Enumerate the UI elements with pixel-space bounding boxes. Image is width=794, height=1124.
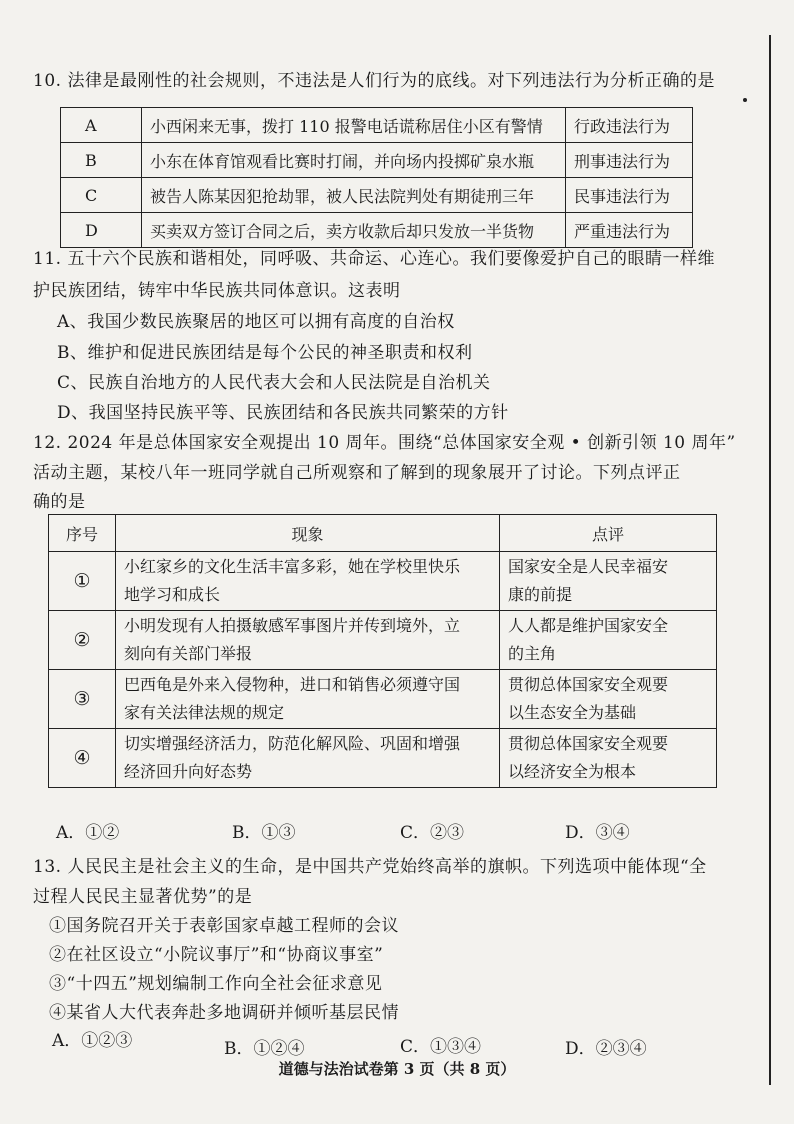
phenomenon-line: 巴西龟是外来入侵物种，进口和销售必须遵守国 <box>124 675 461 694</box>
q12-stem-line2: 活动主题，某校八年一班同学就自己所观察和了解到的现象展开了讨论。下列点评正 <box>33 463 681 483</box>
q12-choice-c: C．②③ <box>400 823 465 843</box>
header-num: 序号 <box>49 515 116 552</box>
comment-line: 以经济安全为根本 <box>508 762 637 781</box>
q13-item-2: ②在社区设立“小院议事厅”和“协商议事室” <box>49 945 384 965</box>
q11-option-a: A、我国少数民族聚居的地区可以拥有高度的自治权 <box>57 312 455 332</box>
header-comment: 点评 <box>500 515 717 552</box>
row-label: C <box>61 178 142 213</box>
page-edge-line <box>769 35 771 1085</box>
phenomenon-cell <box>116 611 500 670</box>
comment-line: 以生态安全为基础 <box>508 703 637 722</box>
violation-type: 严重违法行为 <box>566 213 693 248</box>
table-row <box>61 213 693 248</box>
q12-table <box>48 514 717 788</box>
phenomenon-cell <box>116 552 500 611</box>
row-num: ④ <box>49 729 116 788</box>
phenomenon-line: 小红家乡的文化生活丰富多彩，她在学校里快乐 <box>124 557 461 576</box>
speck <box>743 98 747 102</box>
row-label: B <box>61 143 142 178</box>
table-row <box>61 178 693 213</box>
phenomenon-line: 地学习和成长 <box>124 585 221 604</box>
comment-line: 的主角 <box>508 644 557 663</box>
q11-option-c: C、民族自治地方的人民代表大会和人民法院是自治机关 <box>57 373 491 393</box>
row-num: ② <box>49 611 116 670</box>
q12-choice-d: D．③④ <box>565 823 630 843</box>
comment-line: 贯彻总体国家安全观要 <box>508 675 669 694</box>
table-row <box>49 611 717 670</box>
phenomenon-cell <box>116 729 500 788</box>
comment-line: 国家安全是人民幸福安 <box>508 557 669 576</box>
q13-choice-c: C．①③④ <box>400 1037 482 1057</box>
table-row <box>49 729 717 788</box>
phenomenon-line: 切实增强经济活力，防范化解风险、巩固和增强 <box>124 734 461 753</box>
phenomenon-line: 小明发现有人拍摄敏感军事图片并传到境外，立 <box>124 616 461 635</box>
case-text: 小东在体育馆观看比赛时打闹，并向场内投掷矿泉水瓶 <box>142 143 566 178</box>
row-label: A <box>61 108 142 143</box>
q11-option-b: B、维护和促进民族团结是每个公民的神圣职责和权利 <box>57 343 473 363</box>
q11-option-d: D、我国坚持民族平等、民族团结和各民族共同繁荣的方针 <box>57 403 509 423</box>
violation-type: 刑事违法行为 <box>566 143 693 178</box>
comment-cell <box>500 729 717 788</box>
phenomenon-line: 家有关法律法规的规定 <box>124 703 285 722</box>
case-text: 小西闲来无事，拨打 110 报警电话谎称居住小区有警情 <box>142 108 566 143</box>
q12-stem-line1: 12. 2024 年是总体国家安全观提出 10 周年。围绕“总体国家安全观 • 创新引领 10 周年” <box>33 433 736 453</box>
q13-choice-b: B．①②④ <box>224 1039 305 1059</box>
comment-cell <box>500 611 717 670</box>
header-phenomenon: 现象 <box>116 515 500 552</box>
comment-line: 康的前提 <box>508 585 573 604</box>
case-text: 买卖双方签订合同之后，卖方收款后却只发放一半货物 <box>142 213 566 248</box>
comment-line: 贯彻总体国家安全观要 <box>508 734 669 753</box>
row-num: ③ <box>49 670 116 729</box>
phenomenon-line: 刻向有关部门举报 <box>124 644 253 663</box>
row-label: D <box>61 213 142 248</box>
q11-stem-line2: 护民族团结，铸牢中华民族共同体意识。这表明 <box>33 281 401 301</box>
q13-stem-line2: 过程人民民主显著优势”的是 <box>33 887 253 907</box>
case-text: 被告人陈某因犯抢劫罪，被人民法院判处有期徒刑三年 <box>142 178 566 213</box>
q12-choice-b: B．①③ <box>232 823 296 843</box>
q12-choice-a: A．①② <box>56 823 120 843</box>
q13-item-3: ③“十四五”规划编制工作向全社会征求意见 <box>49 974 383 994</box>
phenomenon-cell <box>116 670 500 729</box>
comment-cell <box>500 670 717 729</box>
row-num: ① <box>49 552 116 611</box>
table-row <box>49 670 717 729</box>
page-footer: 道德与法治试卷第 3 页（共 8 页） <box>278 1060 516 1078</box>
comment-cell <box>500 552 717 611</box>
q13-choice-d: D．②③④ <box>565 1039 647 1059</box>
comment-line: 人人都是维护国家安全 <box>508 616 669 635</box>
table-row <box>61 108 693 143</box>
q13-choice-a: A．①②③ <box>52 1031 133 1051</box>
table-header-row <box>49 515 717 552</box>
table-row <box>61 143 693 178</box>
violation-type: 民事违法行为 <box>566 178 693 213</box>
q10-table <box>60 107 693 248</box>
violation-type: 行政违法行为 <box>566 108 693 143</box>
phenomenon-line: 经济回升向好态势 <box>124 762 253 781</box>
q10-stem: 10. 法律是最刚性的社会规则，不违法是人们行为的底线。对下列违法行为分析正确的是 <box>33 71 715 91</box>
q13-item-4: ④某省人大代表奔赴多地调研并倾听基层民情 <box>49 1003 399 1023</box>
table-row <box>49 552 717 611</box>
q13-stem-line1: 13. 人民民主是社会主义的生命，是中国共产党始终高举的旗帜。下列选项中能体现“全 <box>33 857 707 877</box>
q11-stem-line1: 11. 五十六个民族和谐相处，同呼吸、共命运、心连心。我们要像爱护自己的眼睛一样维 <box>33 249 715 269</box>
q12-stem-line3: 确的是 <box>33 492 86 512</box>
q13-item-1: ①国务院召开关于表彰国家卓越工程师的会议 <box>49 916 399 936</box>
